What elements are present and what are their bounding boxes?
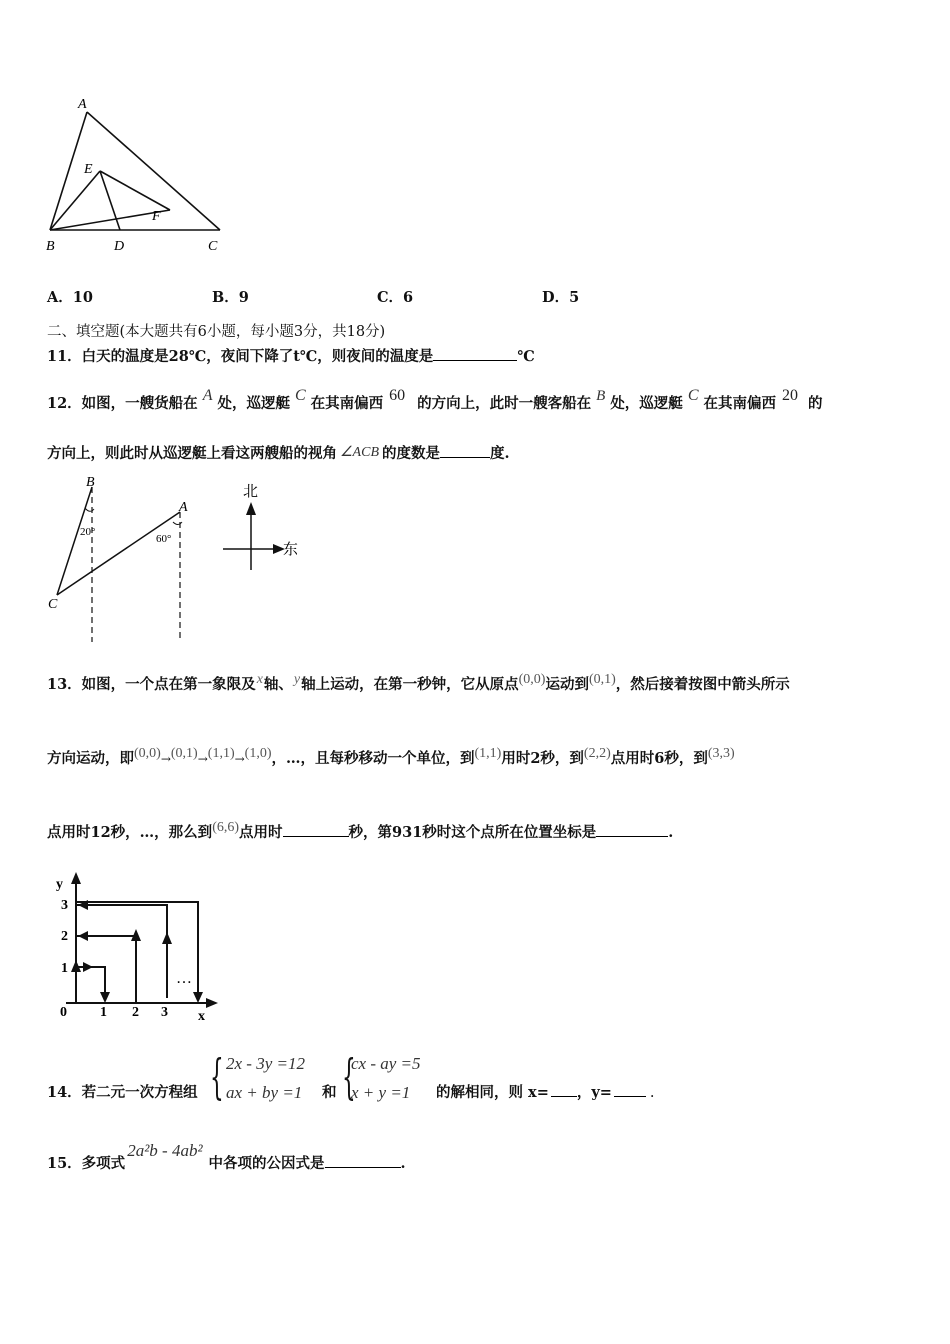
path-figure [48, 868, 223, 1028]
q13-coord: (0,0) [134, 746, 161, 761]
q13-text: 13．如图，一个点在第一象限及 [47, 676, 256, 693]
label-b: B [86, 475, 95, 490]
question-15 [47, 1141, 406, 1173]
question-13-line1 [47, 673, 790, 694]
q13-coord: (0,1) [170, 746, 198, 761]
q13-var-x: x [256, 672, 263, 687]
angle-60: 60° [156, 533, 172, 545]
triangle-figure [40, 95, 240, 260]
point-label-d: D [114, 239, 125, 254]
q13-coord: (1,1) [207, 746, 235, 761]
q14-sys1-eq2: ax + by =1 [226, 1083, 303, 1102]
x-tick-3: 3 [161, 1005, 168, 1020]
point-label-b: B [46, 239, 55, 254]
q14-sys1-eq1: 2x - 3y =12 [226, 1054, 305, 1073]
q12-text: 的 [807, 395, 823, 412]
q13-coord: (2,2) [583, 746, 611, 761]
q12-var-c2: C [687, 387, 699, 404]
q15-text: . [400, 1155, 406, 1172]
q14-blank-y [614, 1082, 646, 1097]
q12-text: 方向上，则此时从巡逻艇上看这两艘船的视角 [47, 445, 337, 462]
question-13-line2 [47, 747, 735, 768]
choice-d: D．5 [542, 289, 580, 306]
q14-sys2-eq1: cx - ay =5 [351, 1054, 421, 1073]
label-a: A [179, 500, 188, 515]
q14-text: . [649, 1085, 655, 1101]
choice-c: C．6 [377, 289, 414, 306]
q11-blank [433, 346, 517, 361]
question-14-prefix: 14．若二元一次方程组 [47, 1084, 198, 1101]
point-label-a: A [78, 97, 87, 112]
choice-a: A．10 [47, 289, 93, 306]
q13-text: 轴上运动，在第一秒钟，它从原点 [301, 676, 519, 693]
q13-blank-1 [283, 822, 349, 837]
q12-text: 度. [490, 445, 510, 462]
x-tick-1: 1 [100, 1005, 107, 1020]
q13-arrow: → [160, 752, 171, 766]
q13-arrow: → [197, 752, 208, 766]
q13-coord: (1,1) [474, 746, 502, 761]
question-14-tail [436, 1081, 655, 1102]
q13-text: 运动到 [545, 676, 589, 693]
q13-text: ，…，且每秒移动一个单位，到 [271, 750, 475, 767]
y-tick-2: 2 [61, 929, 68, 944]
q12-num-20: 20 [781, 387, 798, 404]
angle-20: 20° [80, 526, 96, 538]
q11-text: 11．白天的温度是28℃，夜间下降了t℃，则夜间的温度是 [47, 348, 434, 365]
label-c: C [48, 597, 58, 612]
q14-blank-x [551, 1082, 577, 1097]
point-label-e: E [84, 162, 93, 177]
point-label-c: C [208, 239, 218, 254]
q13-text: . [668, 824, 674, 841]
q12-num-60: 60 [389, 387, 406, 404]
q12-text: 的方向上，此时一艘客船在 [417, 395, 592, 412]
q15-text: 中各项的公因式是 [208, 1155, 325, 1172]
q13-text: 用时2秒，到 [501, 750, 584, 767]
label-east: 东 [283, 540, 299, 558]
q14-sys2-eq2: x + y =1 [351, 1083, 411, 1102]
label-north: 北 [243, 482, 259, 500]
q14-brace-2: { [342, 1049, 356, 1105]
point-label-f: F [152, 209, 161, 224]
q12-var-c: C [294, 387, 306, 404]
axis-x-label: x [198, 1009, 205, 1024]
q13-text: 点用时12秒，…，那么到 [47, 824, 213, 841]
q12-text: 处，巡逻艇 [217, 395, 290, 412]
q13-text: 点用时6秒，到 [610, 750, 708, 767]
bearing-figure [40, 472, 310, 644]
q12-text: 12．如图，一艘货船在 [47, 395, 198, 412]
section-heading: 二、填空题(本大题共有6小题，每小题3分，共18分) [47, 324, 386, 340]
y-tick-1: 1 [61, 961, 68, 976]
q15-expression: 2a²b - 4ab² [127, 1141, 203, 1160]
x-tick-2: 2 [132, 1005, 139, 1020]
q14-text: ，y= [576, 1084, 612, 1101]
q13-coord: (0,1) [588, 672, 616, 687]
q11-unit: ℃ [517, 348, 535, 365]
question-12-line2 [47, 442, 510, 463]
q14-brace-1: { [210, 1049, 224, 1105]
q13-text: 秒，第931秒时这个点所在位置坐标是 [348, 824, 597, 841]
question-11 [47, 345, 535, 366]
q13-coord: (3,3) [707, 746, 735, 761]
q13-text: 方向运动，即 [47, 750, 134, 767]
y-tick-3: 3 [61, 898, 68, 913]
choice-b: B．9 [212, 289, 249, 306]
q13-var-y: y [293, 672, 301, 687]
axis-y-label: y [56, 877, 63, 892]
q12-blank [440, 443, 490, 458]
q12-text: 在其南偏西 [310, 395, 384, 412]
question-12-line1 [47, 387, 823, 413]
figure-ellipsis: … [176, 970, 192, 987]
q12-angle-acb: ∠ACB [340, 445, 379, 460]
q12-var-a: A [202, 387, 213, 404]
q12-var-b: B [596, 388, 606, 404]
q12-text: 在其南偏西 [703, 395, 776, 412]
q13-text: 轴、 [263, 676, 293, 693]
q13-text: ，然后接着按图中箭头所示 [615, 676, 790, 693]
q12-text: 的度数是 [382, 445, 440, 462]
axis-origin: 0 [60, 1005, 67, 1020]
q13-blank-2 [596, 822, 668, 837]
question-13-line3 [47, 821, 673, 842]
q15-blank [325, 1153, 401, 1168]
q13-coord: (6,6) [212, 820, 240, 835]
q13-arrow: → [234, 752, 245, 766]
q14-text: 的解相同，则 x= [436, 1084, 549, 1101]
q13-text: 点用时 [239, 824, 283, 841]
q13-coord: (1,0) [244, 746, 272, 761]
q12-text: 处，巡逻艇 [610, 395, 683, 412]
q15-text: 15．多项式 [47, 1155, 126, 1172]
q13-coord: (0,0) [518, 672, 546, 687]
q14-and: 和 [322, 1084, 337, 1101]
